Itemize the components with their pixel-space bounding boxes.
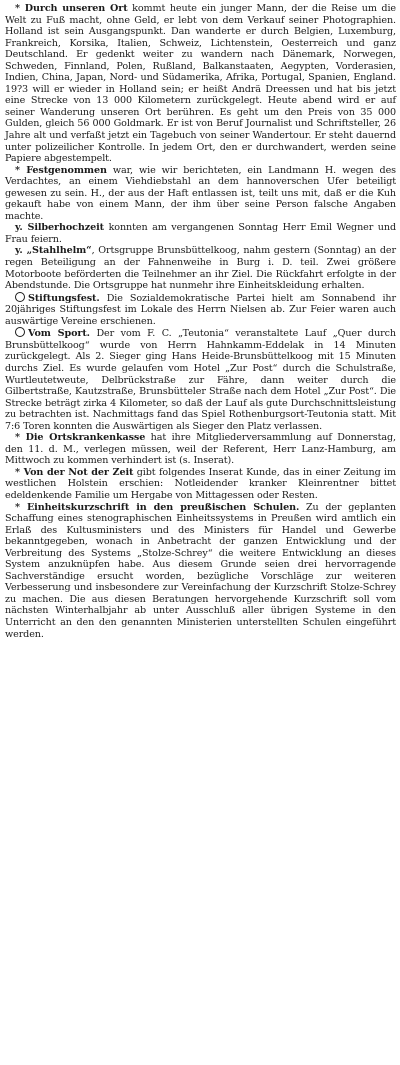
article-body: war, wie wir berichteten, ein Landmann H. wegen des Verdachtes, an einem Viehdiebstahl an dem hannoverschen Ufer beteiligt gewesen zu sein. H., der aus der Haft entlassen ist, teilt uns mit, daß er die Kuh gekauft habe von einem Mann, der ihm über seine Person falsche Angaben machte. (5, 164, 396, 222)
article-stahlhelm (5, 245, 396, 291)
article-headline: Stiftungsfest. (28, 292, 100, 304)
article-headline: Vom Sport. (28, 328, 90, 340)
article-marker: * (15, 164, 27, 176)
article-body: gibt folgendes Inserat Kunde, das in einer Zeitung im westlichen Holstein erschien: Notleidender kranker Kleinrentner bittet edeldenkende Familie um Hergabe von Mittagessen oder Resten. (5, 466, 396, 501)
circle-marker-icon (15, 327, 25, 337)
article-marker: * (15, 501, 27, 513)
article-body: hat ihre Mitgliederversammlung auf Donnerstag, den 11. d. M., verlegen müssen, weil der Referent, Herr Lanz-Hamburg, am Mittwoch zu kommen verhindert ist (s. Inserat). (5, 432, 396, 467)
article-durch-unseren-ort (5, 3, 396, 165)
article-body: Der vom F. C. „Teutonia“ veranstaltete Lauf „Quer durch Brunsbüttelkoog“ wurde von Herrn Hahnkamm-Eddelak in 14 Minuten zurückgelegt. Als 2. Sieger ging Hans Heide-Brunsbüttelkoog mit 15 Minuten durchs Ziel. Es wurde gelaufen vom Hotel „Zur Post“ durch die Schulstraße, Wurtleutetweute, Delbrückstraße zur Fähre, dann weiter durch die Gilbertstraße, Kautzstraße, Brunsbütteler Straße nach dem Hotel „Zur Post“. Die Strecke beträgt zirka 4 Kilometer, so daß der Lauf als gute Durchschnittsleistung zu betrachten ist. Nachmittags fand das Spiel Rothenburgsort-Teutonia statt. Mit 7:6 Toren konnten die Auswärtigen als Sieger den Platz verlassen. (5, 328, 396, 432)
article-headline: Durch unseren Ort (24, 3, 128, 14)
article-silberhochzeit (5, 222, 396, 245)
article-marker: * (15, 466, 24, 478)
article-headline: „Stahlhelm“ (26, 245, 92, 257)
article-body: Die Sozialdemokratische Partei hielt am Sonnabend ihr 20jähriges Stiftungsfest im Lokale des Herrn Nielsen ab. Zur Feier waren auch auswärtige Vereine erschienen. (5, 292, 396, 327)
article-headline: Festgenommen (26, 164, 107, 176)
article-body: Zu der geplanten Schaffung eines stenographischen Einheitssystems in Preußen wird amtlich ein Erlaß des Kultusministers und des Ministers für Handel und Gewerbe bekanntgegeben, wonach in Anbetracht der ganzen Entwicklung und der Verbreitung des Systems „Stolze-Schrey“ die weitere Entwicklung an dieses System anzuknüpfen habe. Aus diesem Grunde seien drei hervorragende Sachverständige ersucht worden, bezügliche Vorschläge zur weiteren Verbesserung und insbesondere zur Vereinfachung der Kurzschrift Stolze-Schrey zu machen. Die aus diesen Beratungen hervorgehende Kurzschrift soll vom nächsten Winterhalbjahr ab unter Ausschluß aller übrigen Systeme in den Unterricht an den den genannten Ministerien unterstellten Schulen eingeführt werden. (5, 501, 396, 640)
circle-marker-icon (15, 292, 25, 302)
article-body: kommt heute ein junger Mann, der die Reise um die Welt zu Fuß macht, ohne Geld, er lebt von dem Verkauf seiner Photographien. Holland ist sein Ausgangspunkt. Dan wanderte er durch Belgien, Luxemburg, Frankreich, Korsika, Italien, Schweiz, Lichtenstein, Oesterreich und ganz Deutschland. Er gedenkt weiter zu wandern nach Dänemark, Norwegen, Schweden, Finnland, Polen, Rußland, Balkanstaaten, Aegypten, Vorderasien, Indien, China, Japan, Nord- und Südamerika, Afrika, Portugal, Spanien, England. 19?3 will er wieder in Holland sein; er heißt Andrä Dreessen und hat bis jetzt eine Strecke von 13 000 Kilometern zurückgelegt. Heute abend wird er auf seiner Wanderung unseren Ort berühren. Es geht um den Preis von 35 000 Gulden, gleich 56 000 Goldmark. Er ist von Beruf Journalist und Schriftsteller, 26 Jahre alt und verfaßt jetzt ein Tagebuch von seiner Wandertour. Er steht dauernd unter polizeilicher Kontrolle. In jedem Ort, den er durchwandert, werden seine Papiere abgestempelt. (5, 3, 396, 165)
article-marker: y. (15, 222, 28, 234)
article-headline: Einheitskurzschrift in den preußischen Schulen. (26, 501, 300, 513)
article-einheitskurzschrift (5, 502, 396, 641)
article-stiftungsfest (5, 292, 396, 328)
article-ortskrankenkasse (5, 432, 396, 467)
article-headline: Von der Not der Zeit (23, 466, 134, 478)
article-marker: * (15, 3, 25, 14)
article-not-der-zeit (5, 467, 396, 502)
article-festgenommen (5, 165, 396, 223)
article-body: konnten am vergangenen Sonntag Herr Emil Wegner und Frau feiern. (5, 222, 396, 245)
article-body: , Ortsgruppe Brunsbüttelkoog, nahm gestern (Sonntag) an der regen Beteiligung an der Fahnenweihe in Burg i. D. teil. Zwei größere Motorboote beförderten die Teilnehmer an ihr Ziel. Die Rückfahrt erfolgte in der Abendstunde. Die Ortsgruppe hat nunmehr ihre Einheitskleidung erhalten. (5, 245, 396, 292)
article-headline: Silberhochzeit (27, 222, 104, 234)
article-marker: y. (15, 245, 27, 257)
article-marker: * (15, 432, 26, 444)
article-headline: Die Ortskrankenkasse (25, 432, 146, 444)
article-vom-sport (5, 327, 396, 432)
